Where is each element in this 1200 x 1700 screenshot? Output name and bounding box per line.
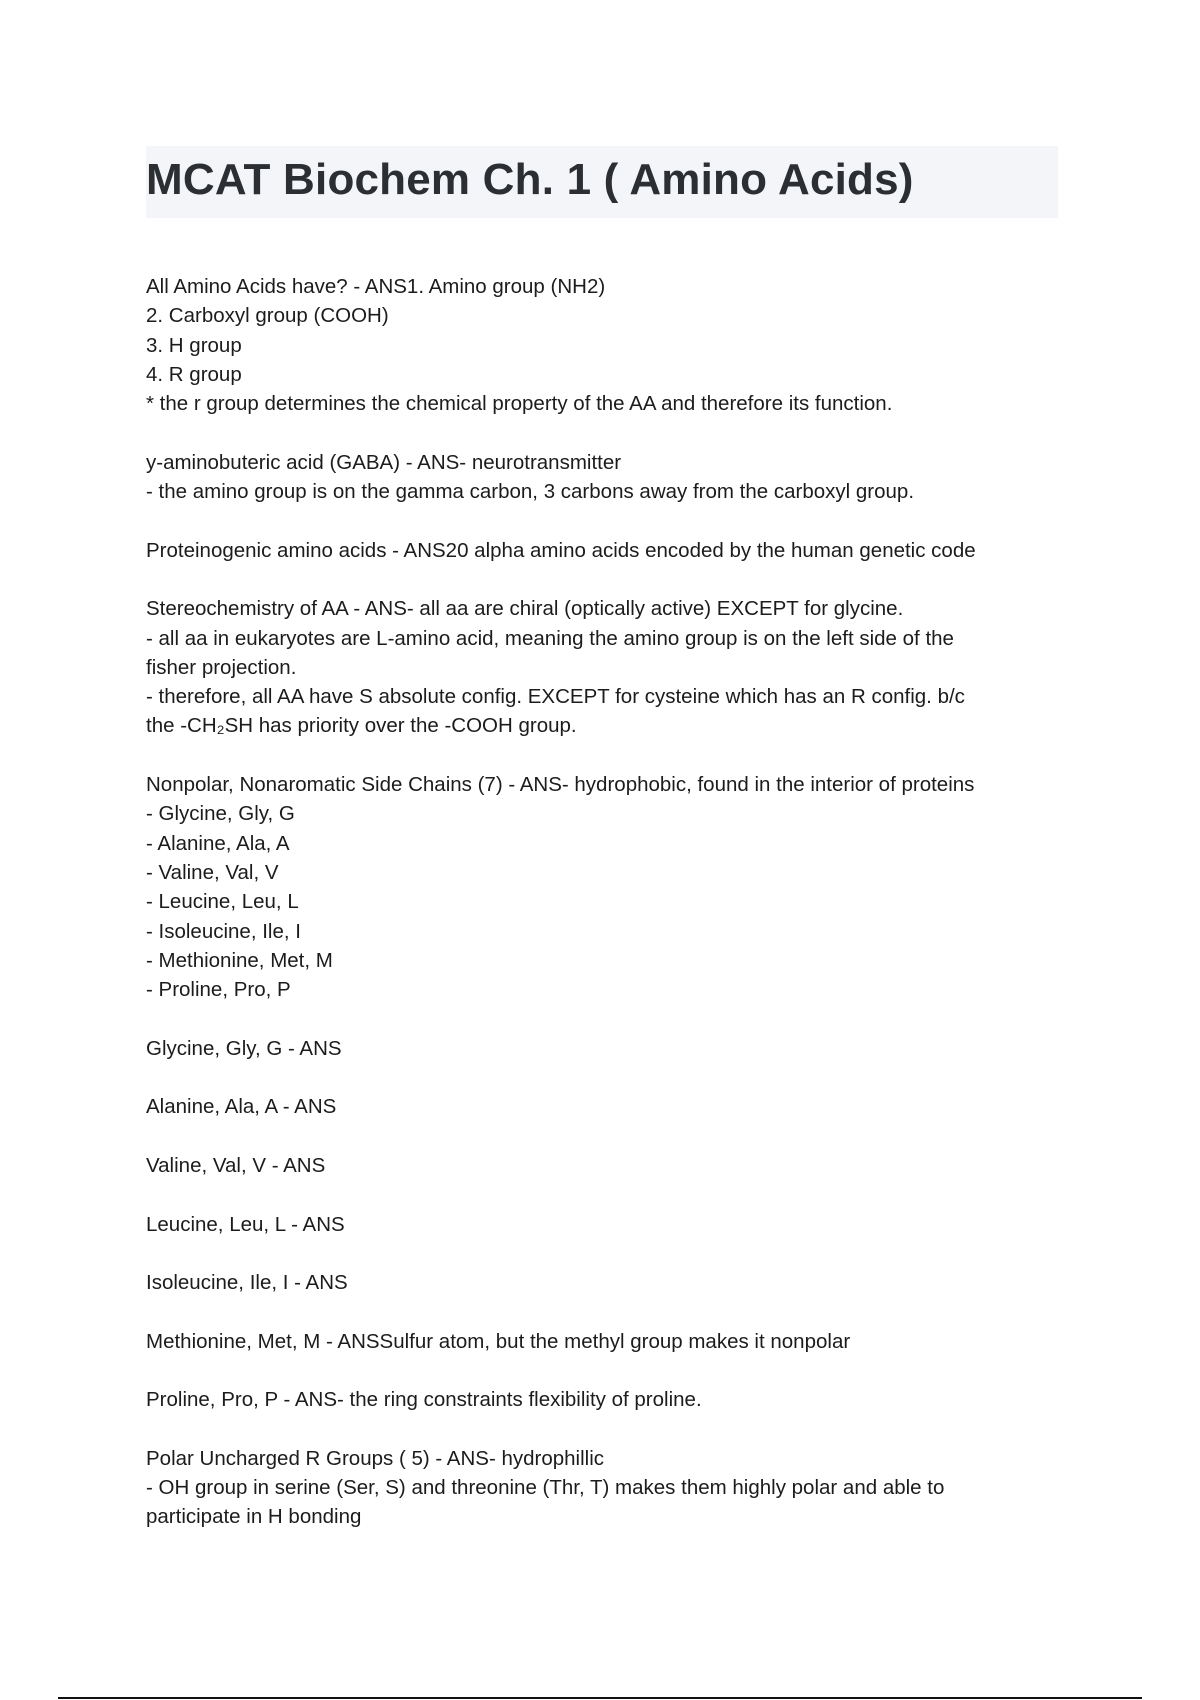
qa-entry xyxy=(146,1210,1058,1239)
qa-entry xyxy=(146,770,1058,1004)
text-line: Nonpolar, Nonaromatic Side Chains (7) - ANS- hydrophobic, found in the interior of proteins xyxy=(146,773,975,797)
page-title: MCAT Biochem Ch. 1 ( Amino Acids) xyxy=(146,155,914,204)
title-banner xyxy=(146,146,1058,218)
qa-entry xyxy=(146,594,1058,740)
qa-entry xyxy=(146,448,1058,507)
text-line: - the amino group is on the gamma carbon, 3 carbons away from the carboxyl group. xyxy=(146,480,915,504)
qa-entry xyxy=(146,536,1058,565)
text-line: Isoleucine, Ile, I - ANS xyxy=(146,1271,348,1295)
text-line: - Proline, Pro, P xyxy=(146,978,291,1002)
text-line: participate in H bonding xyxy=(146,1505,362,1529)
qa-entry xyxy=(146,1151,1058,1180)
text-line: Alanine, Ala, A - ANS xyxy=(146,1095,337,1119)
qa-entry xyxy=(146,1092,1058,1121)
qa-entry xyxy=(146,272,1058,418)
text-line: 3. H group xyxy=(146,333,242,357)
text-line: the -CH₂SH has priority over the -COOH group. xyxy=(146,714,577,738)
qa-entry xyxy=(146,1327,1058,1356)
text-line: * the r group determines the chemical property of the AA and therefore its function. xyxy=(146,392,893,416)
text-line: Stereochemistry of AA - ANS- all aa are chiral (optically active) EXCEPT for glycine. xyxy=(146,597,904,621)
text-line: 4. R group xyxy=(146,362,242,386)
text-line: - Methionine, Met, M xyxy=(146,948,333,972)
qa-entry xyxy=(146,1385,1058,1414)
text-line: fisher projection. xyxy=(146,655,297,679)
text-line: Proteinogenic amino acids - ANS20 alpha amino acids encoded by the human genetic code xyxy=(146,538,976,562)
qa-entry xyxy=(146,1268,1058,1297)
text-line: Valine, Val, V - ANS xyxy=(146,1153,326,1177)
qa-entry xyxy=(146,1034,1058,1063)
text-line: - Valine, Val, V xyxy=(146,860,279,884)
document-body xyxy=(146,272,1058,1561)
text-line: - all aa in eukaryotes are L-amino acid, meaning the amino group is on the left side of the xyxy=(146,626,954,650)
footer-divider xyxy=(58,1697,1142,1699)
text-line: Polar Uncharged R Groups ( 5) - ANS- hydrophillic xyxy=(146,1446,605,1470)
text-line: - Alanine, Ala, A xyxy=(146,831,290,855)
qa-entry xyxy=(146,1444,1058,1532)
text-line: - therefore, all AA have S absolute config. EXCEPT for cysteine which has an R config. b/c xyxy=(146,685,965,709)
text-line: - OH group in serine (Ser, S) and threonine (Thr, T) makes them highly polar and able to xyxy=(146,1476,945,1500)
text-line: Leucine, Leu, L - ANS xyxy=(146,1212,345,1236)
text-line: Methionine, Met, M - ANSSulfur atom, but the methyl group makes it nonpolar xyxy=(146,1329,851,1353)
text-line: - Leucine, Leu, L xyxy=(146,890,299,914)
text-line: y-aminobuteric acid (GABA) - ANS- neurotransmitter xyxy=(146,450,622,474)
text-line: 2. Carboxyl group (COOH) xyxy=(146,304,389,328)
text-line: All Amino Acids have? - ANS1. Amino group (NH2) xyxy=(146,275,606,298)
text-line: Glycine, Gly, G - ANS xyxy=(146,1036,342,1060)
text-line: Proline, Pro, P - ANS- the ring constraints flexibility of proline. xyxy=(146,1388,702,1412)
text-line: - Glycine, Gly, G xyxy=(146,802,295,826)
text-line: - Isoleucine, Ile, I xyxy=(146,919,301,943)
